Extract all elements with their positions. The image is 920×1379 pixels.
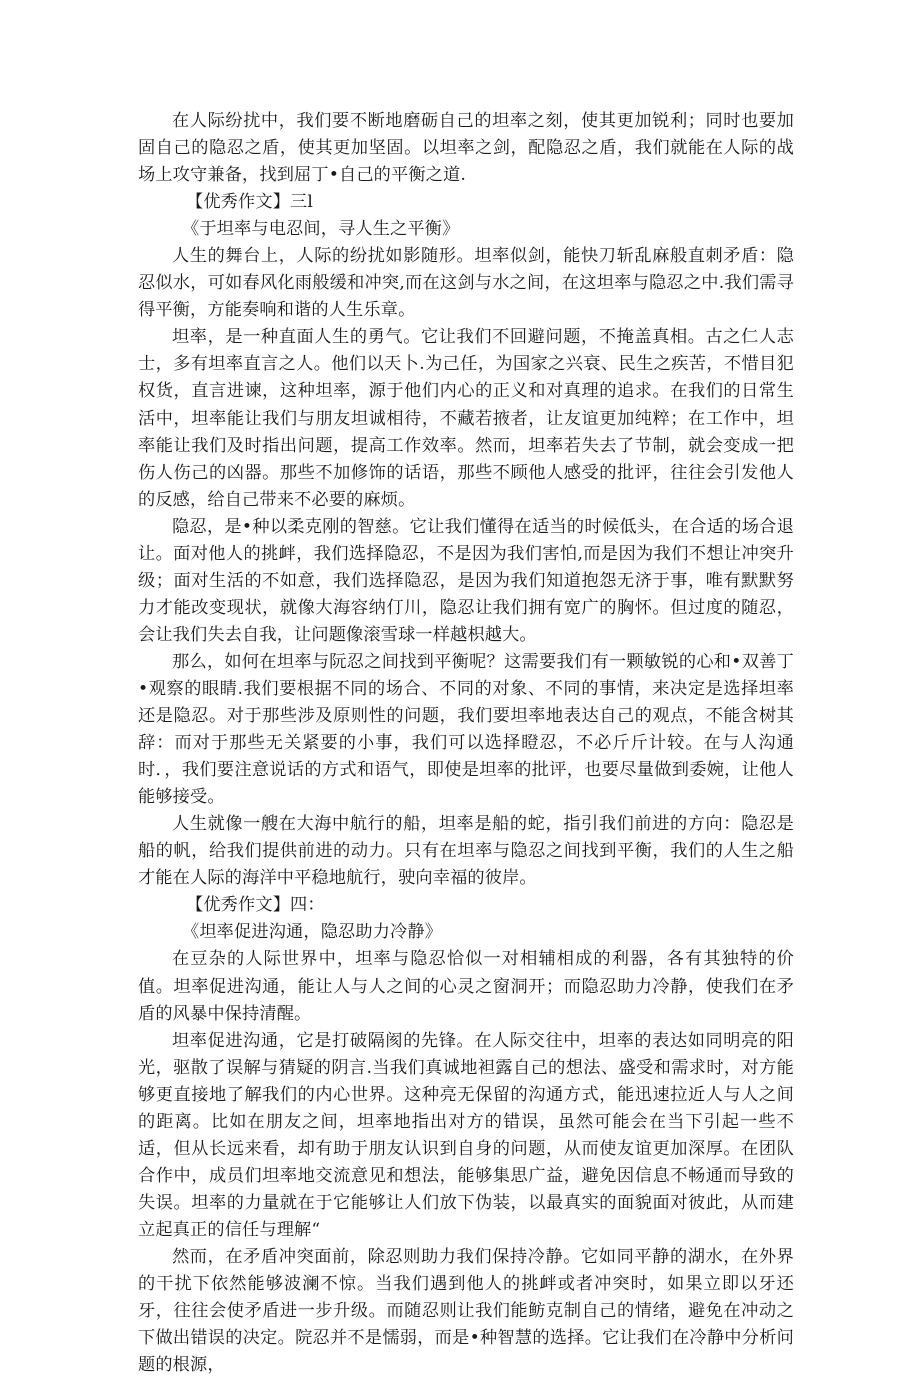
paragraph: 在人际纷扰中，我们要不断地磨砺自己的坦率之刻，使其更加锐利；同时也要加固自己的隐忍之盾，使其更加坚固。以坦率之剑，配隐忍之盾，我们就能在人际的战场上攻守兼备，找到屈丁•自己的平衡之道.: [138, 111, 794, 186]
paragraph: 隐忍，是•种以柔克刚的智慈。它让我们懂得在适当的时候低头，在合适的场合退让。面对他人的挑衅，我们选择隐忍，不是因为我们害怕,而是因为我们不想让冲突升级；面对生活的不如意，我们选择隐忍，是因为我们知道抱怨无济于事，唯有默默努力才能改变现状，就像大海容纳仃川，隐忍让我们拥有宽广的胸怀。但过度的随忍，会让我们失去自我，让问题像滚雪球一样越枳越大。: [138, 516, 794, 645]
section-heading: 【优秀作文】三l: [186, 192, 314, 213]
paragraph: 人生就像一艘在大海中航行的船，坦率是船的蛇，指引我们前进的方向：隐忍是船的帆，给我们提供前进的动力。只有在坦率与隐忍之间找到平衡，我们的人生之船才能在人际的海洋中平稳地航行，驶向幸福的彼岸。: [138, 814, 794, 889]
paragraph: 然而，在矛盾冲突面前，除忍则助力我们保持冷静。它如同平静的湖水，在外界的干扰下依然能够波澜不惊。当我们遇到他人的挑衅或者冲突时，如果立即以牙还牙，往往会使矛盾进一步升级。而随忍则让我们能鲂克制自己的情绪，避免在冲动之下做出错误的决定。院忍并不是懦弱，而是•种智慧的选择。它让我们在冷静中分析问题的根源，: [138, 1246, 794, 1376]
essay-title: 《坦率促进沟通，隐忍助力冷静》: [182, 922, 443, 943]
paragraph: 那么，如何在坦率与阮忍之间找到平衡呢？这需要我们有一颗敏锐的心和•双善丁•观察的眼睛.我们要根据不同的场合、不同的对象、不同的事情，来决定是选择坦率还是隐忍。对于那些涉及原则性的问题，我们要坦率地表达自己的观点，不能含树其辞：而对于那些无关紧要的小事，我们可以选择瞪忍，不必斤斤计较。在与人沟通时．，我们要注意说话的方式和语气，即使是坦率的批评，也要尽量做到委婉，让他人能够接受。: [138, 651, 794, 808]
paragraph: 人生的舞台上，人际的纷扰如影随形。坦率似剑，能快刀斩乱麻般直刺矛盾：隐忍似水，可如春风化雨般缓和冲突,而在这剑与水之间，在这坦率与隐忍之中.我们需寻得平衡，方能奏响和谐的人生乐章。: [138, 246, 794, 321]
section-heading: 【优秀作文】四：: [186, 895, 325, 916]
document-body: [138, 108, 794, 1379]
essay-title: 《于坦率与电忍间，寻人生之平衡》: [182, 219, 460, 240]
paragraph: 坦率，是一种直面人生的勇气。它让我们不回避问题，不掩盖真相。古之仁人志士，多有坦率直言之人。他们以天卜.为己任，为国家之兴衰、民生之疾苦，不惜目犯权货，直言进谏，这种坦率，源于他们内心的正义和对真理的追求。在我们的日常生活中，坦率能让我们与朋友坦诚相待，不藏若掖者，让友谊更加纯粹；在工作中，坦率能让我们及时指出问题，提高工作效率。然而，坦率若失去了节制，就会变成一把伤人伤己的凶器。那些不加修饰的话语，那些不顾他人感受的批评，往往会引发他人的反感，给自己带来不必要的麻烦。: [138, 327, 794, 510]
paragraph: 在豆杂的人际世界中，坦率与隐忍恰似一对相辅相成的利器，各有其独特的价值。坦率促进沟通，能让人与人之间的心灵之窗洞开；而隐忍助力冷静，使我们在矛盾的风暴中保持清醒。: [138, 949, 794, 1024]
paragraph: 坦率促进沟通，它是打破隔阂的先锋。在人际交往中，坦率的表达如同明亮的阳光，驱散了误解与猜疑的阴言.当我们真诚地袒露自己的想法、盛受和需求时，对方能够更直接地了解我们的内心世界。这种亮无保留的沟通方式，能迅速拉近人与人之间的距离。比如在朋友之间，坦率地指出对方的错误，虽然可能会在当下引起一些不适，但从长远来看，却有助于朋友认识到自身的问题，从而使友谊更加深厚。在团队合作中，成员们坦率地交流意见和想法，能够集思广益，避免因信息不畅通而导致的失误。坦率的力量就在于它能够让人们放下伪装，以最真实的面貌面对彼此，从而建立起真正的信任与理解“: [138, 1030, 794, 1240]
